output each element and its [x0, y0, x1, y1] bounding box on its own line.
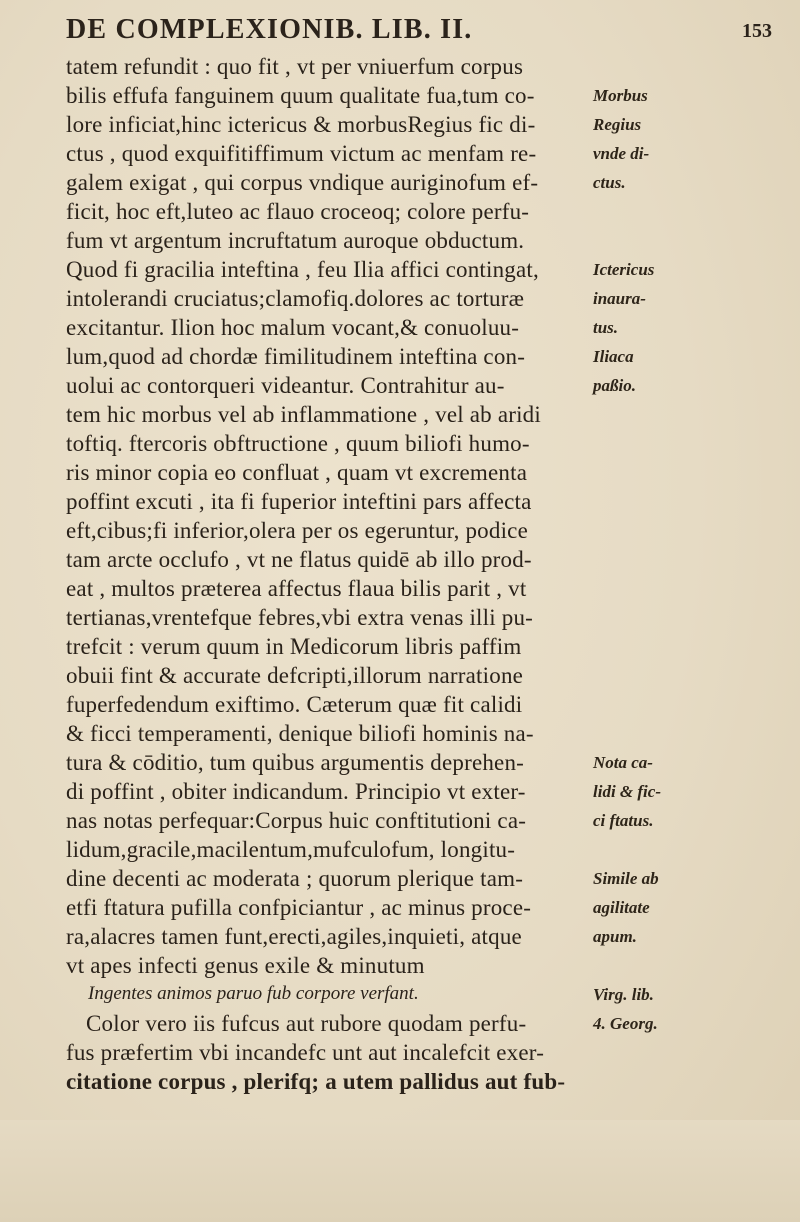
body-text-line: intolerandi cruciatus;clamofiq.dolores ac torturæ	[66, 286, 525, 311]
body-text-line: toftiq. ftercoris obftructione , quum biliofi humo-	[66, 431, 530, 456]
text-line	[0, 1039, 800, 1071]
body-text-line: tura & cōditio, tum quibus argumentis deprehen-	[66, 750, 525, 775]
body-text-line: fus præfertim vbi incandefc unt aut incalefcit exer-	[66, 1040, 545, 1065]
text-line	[0, 894, 800, 926]
text-line	[0, 140, 800, 172]
text-line	[0, 691, 800, 723]
body-text-line: fuperfedendum exiftimo. Cæterum quæ fit calidi	[66, 692, 523, 717]
marginal-note: agilitate	[593, 898, 650, 917]
body-text-line: & ficci temperamenti, denique biliofi hominis na-	[66, 721, 534, 746]
text-line	[0, 575, 800, 607]
marginal-note: apum.	[593, 927, 637, 946]
body-text-line: tem hic morbus vel ab inflammatione , vel ab aridi	[66, 402, 541, 427]
body-text-line: ficit, hoc eft,luteo ac flauo croceoq; colore perfu-	[66, 199, 530, 224]
body-text-line: dine decenti ac moderata ; quorum plerique tam-	[66, 866, 524, 891]
marginal-note: vnde di-	[593, 144, 650, 163]
text-line	[0, 952, 800, 984]
marginal-note: 4. Georg.	[593, 1014, 658, 1033]
text-line	[0, 633, 800, 665]
text-line	[0, 778, 800, 810]
text-line	[0, 459, 800, 491]
text-line	[0, 517, 800, 549]
marginal-note: ctus.	[593, 173, 626, 192]
body-text-line: eft,cibus;fi inferior,olera per os egeruntur, podice	[66, 518, 528, 543]
text-line	[0, 981, 800, 1013]
body-text-line: obuii fint & accurate defcripti,illorum narratione	[66, 663, 524, 688]
body-text-line: bilis effufa fanguinem quum qualitate fua,tum co-	[66, 83, 535, 108]
marginal-note: Iliaca	[593, 347, 634, 366]
text-line	[0, 430, 800, 462]
body-text-line: tam arcte occlufo , vt ne flatus quidē ab illo prod-	[66, 547, 532, 572]
text-line	[0, 169, 800, 201]
body-text-line: vt apes infecti genus exile & minutum	[66, 953, 425, 978]
marginal-note: inaura-	[593, 289, 646, 308]
body-text-line: nas notas perfequar:Corpus huic conftitutioni ca-	[66, 808, 527, 833]
body-text-line: lore inficiat,hinc ictericus & morbusRegius fic di-	[66, 112, 536, 137]
body-text-line: Color vero iis fufcus aut rubore quodam perfu-	[86, 1011, 527, 1036]
text-line	[0, 285, 800, 317]
body-text-line: ctus , quod exquifitiffimum victum ac menfam re-	[66, 141, 537, 166]
body-text-line: Quod fi gracilia inteftina , feu Ilia affici contingat,	[66, 257, 539, 282]
marginal-note: tus.	[593, 318, 619, 337]
marginal-note: lidi & fic-	[593, 782, 661, 801]
body-text-line: poffint excuti , ita fi fuperior inteftini pars affecta	[66, 489, 532, 514]
marginal-note: Nota ca-	[593, 753, 653, 772]
body-text-line: lidum,gracile,macilentum,mufculofum, longitu-	[66, 837, 516, 862]
body-text-line: citatione corpus , plerifq; a utem pallidus aut fub-	[66, 1069, 566, 1094]
text-line	[0, 488, 800, 520]
text-line	[0, 198, 800, 230]
body-text-line: trefcit : verum quum in Medicorum libris paffim	[66, 634, 522, 659]
verse-quotation: Ingentes animos paruo fub corpore verfant.	[88, 983, 419, 1004]
text-line	[0, 1010, 800, 1042]
body-text-line: uolui ac contorqueri videantur. Contrahitur au-	[66, 373, 505, 398]
body-text-line: tertianas,vrentefque febres,vbi extra venas illi pu-	[66, 605, 534, 630]
blank-page-bottom	[0, 1120, 800, 1222]
text-line	[0, 836, 800, 868]
body-text-line: ra,alacres tamen funt,erecti,agiles,inquieti, atque	[66, 924, 522, 949]
running-head: DE COMPLEXIONIB. LIB. II.	[66, 14, 473, 45]
text-line	[0, 923, 800, 955]
text-line	[0, 227, 800, 259]
marginal-note: Simile ab	[593, 869, 659, 888]
text-line	[0, 749, 800, 781]
text-line	[0, 53, 800, 85]
text-line	[0, 546, 800, 578]
text-line	[0, 1068, 800, 1100]
body-text-line: galem exigat , qui corpus vndique auriginofum ef-	[66, 170, 539, 195]
body-text-line: di poffint , obiter indicandum. Principio vt exter-	[66, 779, 526, 804]
text-line	[0, 82, 800, 114]
body-text-line: etfi ftatura pufilla confpiciantur , ac minus proce-	[66, 895, 532, 920]
text-line	[0, 807, 800, 839]
marginal-note: Ictericus	[593, 260, 655, 279]
page-number: 153	[742, 20, 772, 42]
marginal-note: Morbus	[593, 86, 648, 105]
text-line	[0, 372, 800, 404]
marginal-note: ci ftatus.	[593, 811, 654, 830]
text-line	[0, 865, 800, 897]
text-line	[0, 314, 800, 346]
text-line	[0, 256, 800, 288]
body-text-line: tatem refundit : quo fit , vt per vniuerfum corpus	[66, 54, 524, 79]
body-text-line: ris minor copia eo confluat , quam vt excrementa	[66, 460, 528, 485]
body-text-line: excitantur. Ilion hoc malum vocant,& conuoluu-	[66, 315, 520, 340]
body-text-line: eat , multos præterea affectus flaua bilis parit , vt	[66, 576, 527, 601]
text-line	[0, 111, 800, 143]
text-line	[0, 720, 800, 752]
text-line	[0, 604, 800, 636]
marginal-note: Regius	[593, 115, 642, 134]
marginal-note: Virg. lib.	[593, 985, 654, 1004]
text-line	[0, 662, 800, 694]
text-line	[0, 401, 800, 433]
text-line	[0, 343, 800, 375]
body-text-line: lum,quod ad chordæ fimilitudinem inteftina con-	[66, 344, 526, 369]
marginal-note: paßio.	[593, 376, 636, 395]
body-text-line: fum vt argentum incruftatum auroque obductum.	[66, 228, 525, 253]
